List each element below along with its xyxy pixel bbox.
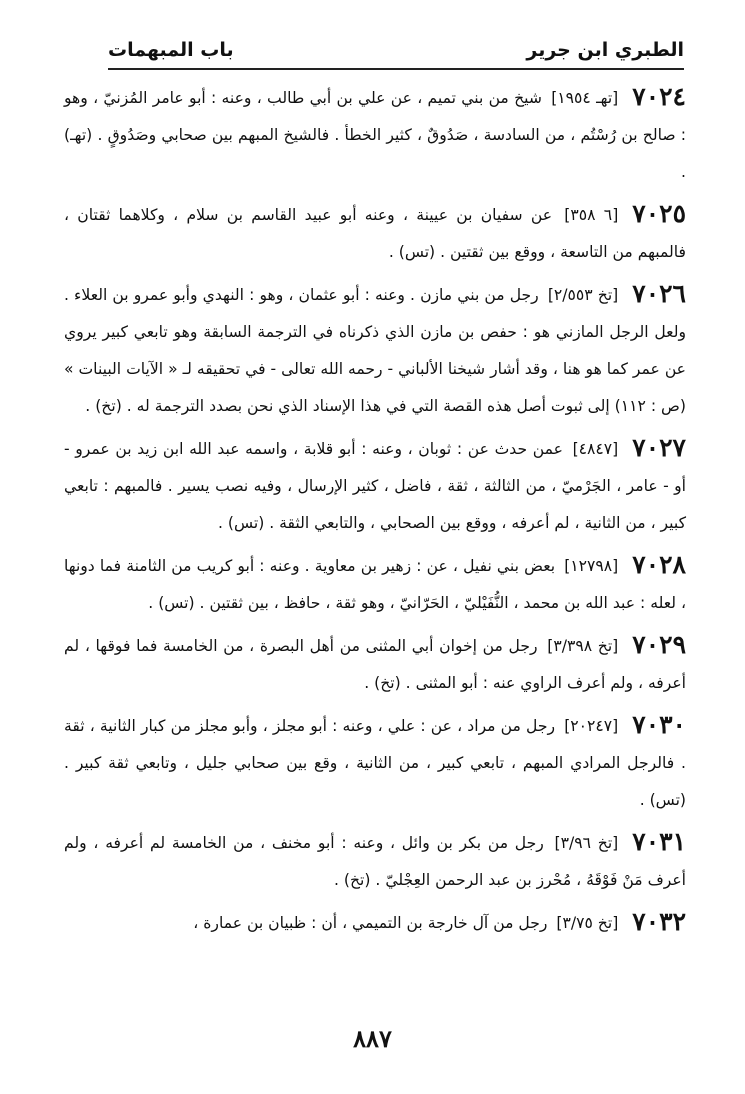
entry	[64, 903, 686, 942]
entry-number: ٧٠٣٠	[632, 710, 686, 739]
entry-reference: [تخ ٢/٥٥٣]	[547, 286, 619, 304]
entry	[64, 546, 686, 622]
entry-number: ٧٠٣٢	[632, 907, 686, 936]
entry	[64, 429, 686, 542]
header-book-title: الطبري ابن جرير	[526, 39, 684, 61]
entry-number: ٧٠٢٥	[632, 199, 686, 228]
entry-reference: [تخ ٣/٣٩٨]	[547, 637, 619, 655]
entry	[64, 823, 686, 899]
entry-number: ٧٠٢٩	[632, 630, 686, 659]
header-rule	[108, 68, 684, 70]
entry-text: رجل من بني مازن . وعنه : أبو عثمان ، وهو : النهدي وأبو عمرو بن العلاء . ولعل الرجل المازني هو : حفص بن مازن الذي ذكرناه في الترجمة السابقة وهو تابعي كبير يروي عن عمر كما هو هنا ، وقد أشار شيخنا الألباني - رحمه الله تعالى - في تحقيقه لـ « الآيات البينات » (ص : ١١٢) إلى ثبوت أصل هذه القصة التي في هذا الإسناد الذي نحن بصدد الترجمة له . (تخ) .	[64, 286, 686, 415]
header-chapter-title: باب المبهمات	[108, 39, 234, 61]
entry-reference: [تخ ٣/٩٦]	[554, 834, 619, 852]
running-header	[108, 34, 684, 66]
entry-text: عن سفيان بن عيينة ، وعنه أبو عبيد القاسم بن سلام ، وكلاهما ثقتان ، فالمبهم من التاسعة ، ووقع بين ثقتين . (تس) .	[64, 206, 686, 261]
entry-text: بعض بني نفيل ، عن : زهير بن معاوية . وعنه : أبو كريب من الثامنة فما دونها ، لعله : عبد الله بن محمد ، النُّفَيْليّ ، الحَرّانيّ ، وهو ثقة ، حافظ ، بين ثقتين . (تس) .	[64, 557, 686, 612]
entry-number: ٧٠٢٦	[632, 279, 686, 308]
entry-text: شيخ من بني تميم ، عن علي بن أبي طالب ، وعنه : أبو عامر المُزنيّ ، وهو : صالح بن رُسْتُم ، من السادسة ، صَدُوقٌ ، كثير الخطأ . فالشيخ المبهم بين صحابي وصَدُوقٍ . (تهـ) .	[64, 89, 686, 181]
entry	[64, 275, 686, 425]
entry-number: ٧٠٢٧	[632, 433, 686, 462]
entry-text: رجل من بكر بن وائل ، وعنه : أبو مخنف ، من الخامسة لم أعرفه ، ولم أعرف مَنْ فَوْقَهُ ، مُحْرز بن عبد الرحمن العِجْليّ . (تخ) .	[64, 834, 686, 889]
entry	[64, 78, 686, 191]
entry	[64, 195, 686, 271]
entry-number: ٧٠٣١	[632, 827, 686, 856]
entry	[64, 626, 686, 702]
entry-text: رجل من إخوان أبي المثنى من أهل البصرة ، من الخامسة فما فوقها ، لم أعرفه ، ولم أعرف الراوي عنه : أبو المثنى . (تخ) .	[64, 637, 686, 692]
entry-reference: [٢٠٢٤٧]	[564, 717, 619, 735]
entry-text: عمن حدث عن : ثوبان ، وعنه : أبو قلابة ، واسمه عبد الله ابن زيد بن عمرو - أو - عامر ، الجَرْميّ ، من الثالثة ، ثقة ، فاضل ، كثير الإرسال ، وفيه نصب يسير . فالمبهم : تابعي كبير ، من الثانية ، لم أعرفه ، ووقع بين الصحابي ، والتابعي الثقة . (تس) .	[64, 440, 686, 532]
entry-number: ٧٠٢٤	[632, 82, 686, 111]
entries-body	[64, 78, 686, 946]
entry-reference: [٤٨٤٧]	[572, 440, 619, 458]
entry-reference: [تخ ٣/٧٥]	[556, 914, 619, 932]
page-number: ٨٨٧	[353, 1024, 392, 1053]
entry-text: رجل من مراد ، عن : علي ، وعنه : أبو مجلز ، وأبو مجلز من كبار الثانية ، ثقة . فالرجل المرادي المبهم ، تابعي كبير ، من الثانية ، وقع بين صحابي جليل ، وتابعي ثقة كبير . (تس) .	[64, 717, 686, 809]
entry-reference: [تهـ ١٩٥٤]	[551, 89, 619, 107]
entry-reference: [١٢٧٩٨]	[564, 557, 619, 575]
entry-reference: [٦ ٣٥٨]	[564, 206, 619, 224]
entry-number: ٧٠٢٨	[632, 550, 686, 579]
entry-text: رجل من آل خارجة بن التميمي ، أن : ظبيان بن عمارة ،	[193, 914, 548, 932]
entry	[64, 706, 686, 819]
